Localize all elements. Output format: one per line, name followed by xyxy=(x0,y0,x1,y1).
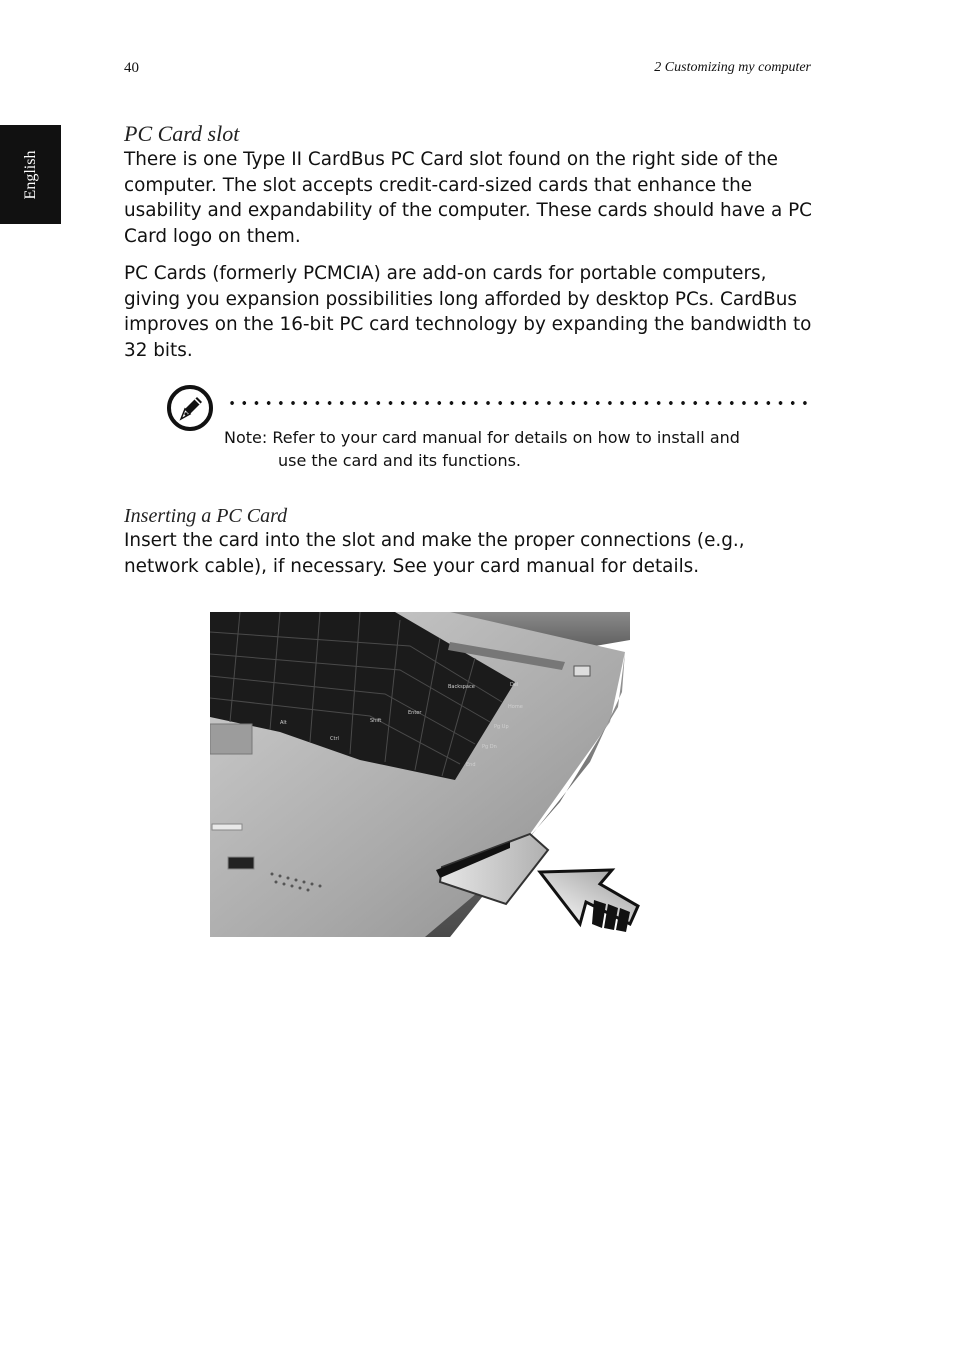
pc-card-insertion-illustration xyxy=(210,612,720,938)
key-home: Home xyxy=(508,704,523,710)
touchpad xyxy=(210,724,252,754)
power-button xyxy=(574,666,590,676)
page-number: 40 xyxy=(124,60,139,76)
note-line-2: use the card and its functions. xyxy=(278,451,521,470)
note-line-1: Refer to your card manual for details on how to install and xyxy=(272,428,740,447)
note-pen-icon xyxy=(166,384,214,432)
paragraph-2: PC Cards (formerly PCMCIA) are add-on cards for portable computers, giving you expansion possibilities long afforded by desktop PCs. CardBus improves on the 16-bit PC card technology by expanding the bandwidth to 32 bits. xyxy=(124,263,812,361)
key-backspace: Backspace xyxy=(448,684,475,690)
note xyxy=(224,426,814,472)
running-head: 2 Customizing my computer xyxy=(654,60,811,75)
subsection-title: Inserting a PC Card xyxy=(124,505,288,527)
key-enter: Enter xyxy=(408,710,422,716)
paragraph-1: There is one Type II CardBus PC Card slot found on the right side of the computer. The slot accepts credit-card-sized cards that enhance the usability and expandability of the computer. These cards should have a PC Card logo on them. xyxy=(124,149,813,247)
note-label: Note: xyxy=(224,428,268,447)
status-led xyxy=(212,824,242,830)
key-alt: Alt xyxy=(280,720,287,726)
key-pgdn: Pg Dn xyxy=(482,744,497,750)
key-end: End xyxy=(466,762,476,768)
language-tab xyxy=(0,125,61,224)
pc-card-slot-section xyxy=(124,121,814,363)
key-shift: Shift xyxy=(370,718,382,724)
key-del: Del xyxy=(510,682,519,688)
key-pgup: Pg Up xyxy=(494,724,509,730)
inserting-pc-card-section xyxy=(124,504,814,579)
usb-port xyxy=(228,857,254,869)
key-ctrl: Ctrl xyxy=(330,736,339,742)
note-divider xyxy=(226,401,810,405)
subsection-paragraph: Insert the card into the slot and make the proper connections (e.g., network cable), if necessary. See your card manual for details. xyxy=(124,530,745,577)
section-title: PC Card slot xyxy=(124,121,240,146)
language-tab-label: English xyxy=(21,150,39,199)
